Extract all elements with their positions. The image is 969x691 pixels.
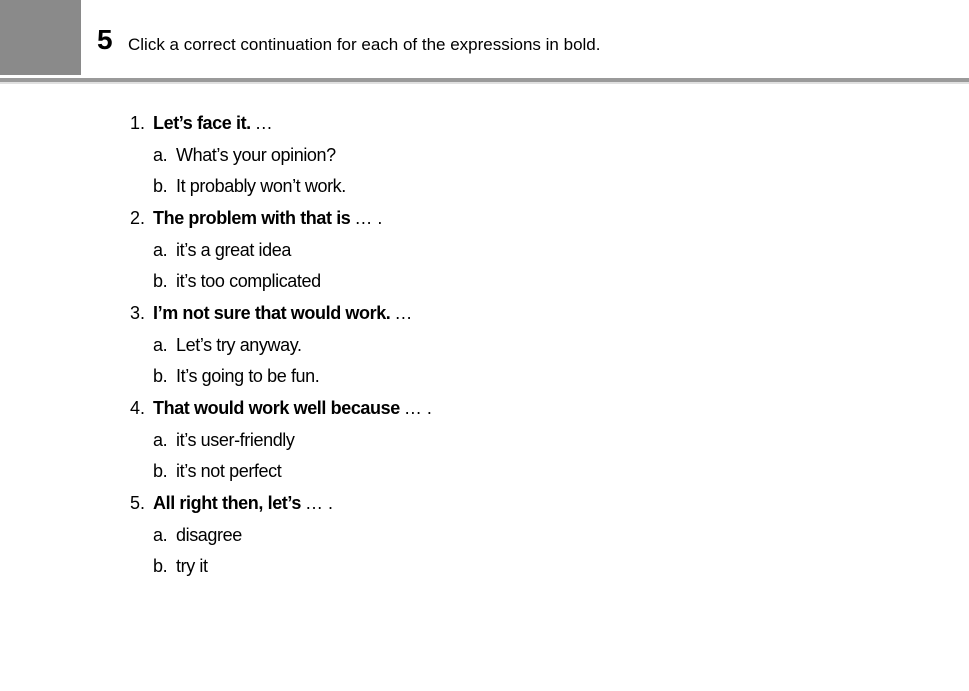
option-letter: a. (153, 144, 168, 165)
question-stem (130, 395, 432, 420)
option-letter: b. (153, 555, 168, 576)
question-expression: Let’s face it. (153, 112, 251, 133)
exercise-header (0, 0, 969, 78)
option-3b[interactable] (130, 360, 432, 391)
option-letter: b. (153, 460, 168, 481)
question-stem (130, 300, 432, 325)
question-ellipsis: … . (354, 207, 383, 228)
question-ellipsis: … . (304, 492, 333, 513)
option-2a[interactable] (130, 234, 432, 265)
question-ellipsis: … (394, 302, 413, 323)
question-stem (130, 205, 432, 230)
question-ellipsis: … (254, 112, 273, 133)
question-ellipsis: … . (403, 397, 432, 418)
option-2b[interactable] (130, 265, 432, 296)
option-letter: a. (153, 239, 168, 260)
option-text: Let’s try anyway. (176, 334, 302, 355)
header-gray-block (0, 0, 81, 75)
option-letter: b. (153, 365, 168, 386)
question-expression: All right then, let’s (153, 492, 301, 513)
question-stem (130, 490, 432, 515)
question-expression: The problem with that is (153, 207, 351, 228)
option-text: What’s your opinion? (176, 144, 336, 165)
option-1b[interactable] (130, 170, 432, 201)
option-text: It probably won’t work. (176, 175, 346, 196)
question-expression: I’m not sure that would work. (153, 302, 391, 323)
option-4a[interactable] (130, 424, 432, 455)
option-letter: b. (153, 175, 168, 196)
option-text: disagree (176, 524, 242, 545)
question-stem (130, 110, 432, 135)
option-text: it’s not perfect (176, 460, 282, 481)
question-number: 4. (130, 397, 146, 418)
option-letter: a. (153, 429, 168, 450)
question-3 (130, 300, 432, 391)
question-5 (130, 490, 432, 581)
question-2 (130, 205, 432, 296)
header-divider-shadow (0, 82, 969, 84)
question-list (130, 110, 432, 581)
option-4b[interactable] (130, 455, 432, 486)
question-number: 2. (130, 207, 146, 228)
option-5a[interactable] (130, 519, 432, 550)
option-letter: a. (153, 524, 168, 545)
option-letter: b. (153, 270, 168, 291)
option-text: it’s user-friendly (176, 429, 295, 450)
option-5b[interactable] (130, 550, 432, 581)
question-1 (130, 110, 432, 201)
question-number: 3. (130, 302, 146, 323)
option-3a[interactable] (130, 329, 432, 360)
option-text: it’s too complicated (176, 270, 321, 291)
question-number: 5. (130, 492, 146, 513)
question-expression: That would work well because (153, 397, 400, 418)
option-text: It’s going to be fun. (176, 365, 320, 386)
exercise-instruction: Click a correct continuation for each of the expressions in bold. (128, 35, 601, 54)
option-letter: a. (153, 334, 168, 355)
option-text: try it (176, 555, 208, 576)
option-text: it’s a great idea (176, 239, 291, 260)
option-1a[interactable] (130, 139, 432, 170)
exercise-number: 5 (97, 24, 113, 55)
question-number: 1. (130, 112, 146, 133)
question-4 (130, 395, 432, 486)
